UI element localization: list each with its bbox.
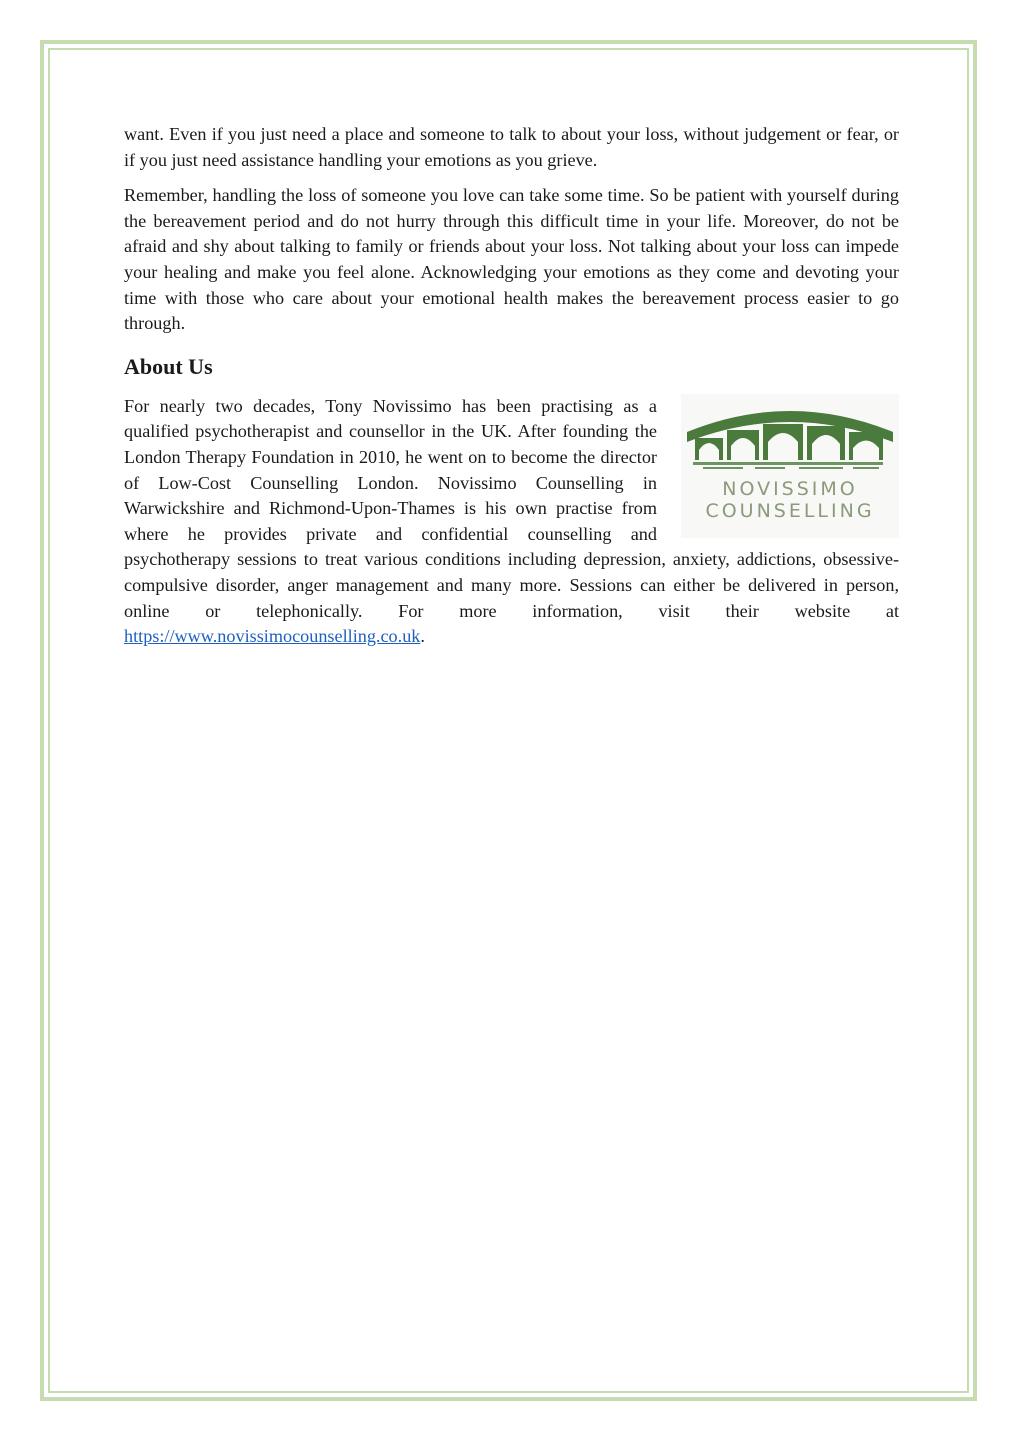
bridge-icon: [681, 394, 899, 474]
about-us-paragraph: [124, 394, 899, 650]
novissimo-logo: [681, 394, 899, 538]
website-link[interactable]: https://www.novissimocounselling.co.uk: [124, 626, 421, 647]
logo-text-counselling: COUNSELLING: [705, 499, 875, 522]
paragraph-continued: want. Even if you just need a place and someone to talk to about your loss, without judgement or fear, or if you just need assistance handling your emotions as you grieve.: [124, 124, 899, 170]
trailing-period: .: [420, 626, 425, 647]
about-us-text: For nearly two decades, Tony Novissimo has been practising as a qualified psychotherapist and counsellor in the UK. After founding the London Therapy Foundation in 2010, he went on to become the director of Low-Cost Counselling London. Novissimo Counselling in Warwickshire and Richmond-Upon-Thames is his own practise from where he provides private and confidential counselling and psychotherapy sessions to treat various conditions including depression, anxiety, addictions, obsessive-compulsive disorder, anger management and many more. Sessions can either be delivered in person, online or telephonically. For more information, visit their website at: [124, 395, 899, 621]
about-us-heading: About Us: [124, 353, 213, 379]
page-content: [124, 122, 899, 660]
logo-text-novissimo: NOVISSIMO: [722, 477, 858, 500]
paragraph-remember: Remember, handling the loss of someone you love can take some time. So be patient with yourself during the bereavement period and do not hurry through this difficult time in your life. Moreover, do not be afraid and shy about talking to family or friends about your loss. Not talking about your loss can impede your healing and make you feel alone. Acknowledging your emotions as they come and devoting your time with those who care about your emotional health makes the bereavement process easier to go through.: [124, 185, 899, 334]
